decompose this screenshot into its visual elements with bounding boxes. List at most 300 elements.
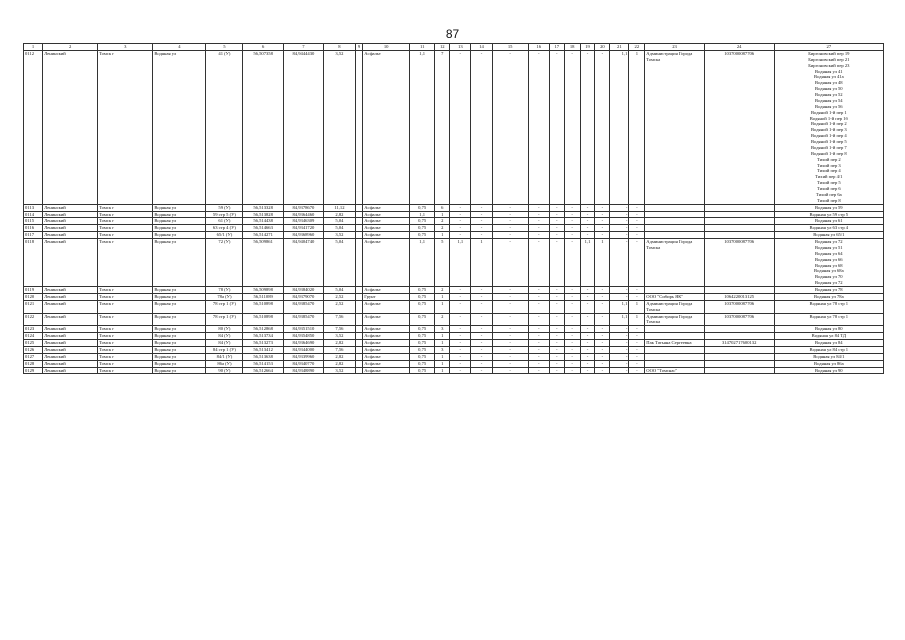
address-item: Водяной 1-й пер 7	[810, 144, 847, 150]
table-row	[24, 340, 884, 347]
table-cell: -	[528, 340, 549, 347]
table-cell	[645, 232, 704, 239]
table-cell: 3,52	[324, 50, 356, 204]
table-cell: -	[492, 225, 528, 232]
table-row	[24, 239, 884, 287]
table-cell	[355, 360, 362, 367]
table-cell: -	[450, 360, 471, 367]
table-cell	[704, 211, 774, 218]
table-cell: 1	[471, 239, 492, 287]
table-cell: -	[564, 204, 580, 211]
table-cell: Томск г	[98, 326, 153, 333]
table-cell	[355, 293, 362, 300]
table-cell: -	[492, 360, 528, 367]
table-cell: Ленинский	[43, 287, 98, 294]
table-cell: -	[492, 300, 528, 313]
table-cell: Водяная ул 63 стр 4	[774, 225, 883, 232]
table-cell: -	[471, 367, 492, 374]
table-cell: -	[580, 287, 595, 294]
table-cell: 84,9378670	[283, 204, 323, 211]
table-cell: -	[580, 211, 595, 218]
table-cell	[704, 367, 774, 374]
table-cell: Ленинский	[43, 225, 98, 232]
address-item: Тихий пер 4/1	[815, 174, 843, 180]
table-cell: -	[528, 239, 549, 287]
table-cell: Асфальт	[363, 300, 410, 313]
table-cell: -	[564, 287, 580, 294]
table-cell: -	[610, 367, 629, 374]
table-cell: 84,9379070	[283, 293, 323, 300]
page-number: 87	[445, 27, 460, 41]
table-cell: 56,509898	[243, 287, 283, 294]
table-cell: -	[471, 326, 492, 333]
address-item: Тихий пер 6	[816, 186, 841, 191]
table-cell: -	[549, 353, 564, 360]
table-cell: -	[595, 50, 610, 204]
table-cell: 7,56	[324, 346, 356, 353]
table-cell: -	[580, 333, 595, 340]
table-cell: 0124	[24, 333, 43, 340]
table-cell	[355, 225, 362, 232]
table-cell: -	[549, 313, 564, 326]
table-cell: Водяная ул	[153, 50, 206, 204]
table-cell: Администрация Города Томска	[645, 50, 704, 204]
table-cell: 56,510898	[243, 300, 283, 313]
table-cell: -	[450, 204, 471, 211]
table-cell: -	[450, 232, 471, 239]
table-cell: Асфальт	[363, 204, 410, 211]
address-item: Тихий пер 3	[816, 162, 841, 168]
table-cell: -	[564, 340, 580, 347]
table-cell	[645, 225, 704, 232]
table-cell: -	[580, 326, 595, 333]
table-cell: -	[450, 313, 471, 326]
table-cell: -	[580, 293, 595, 300]
address-item: Водяной 1-й пер 3	[810, 127, 847, 133]
table-cell	[645, 333, 704, 340]
table-cell: -	[492, 232, 528, 239]
table-cell: Ленинский	[43, 218, 98, 225]
table-cell: -	[528, 353, 549, 360]
table-cell: -	[564, 225, 580, 232]
table-cell: 1,1	[610, 313, 629, 326]
table-cell: -	[595, 287, 610, 294]
table-cell: 2,82	[324, 340, 356, 347]
table-cell	[704, 346, 774, 353]
table-cell: Водяная ул	[153, 300, 206, 313]
table-cell	[645, 204, 704, 211]
table-cell: -	[564, 367, 580, 374]
table-cell: Грунт	[363, 293, 410, 300]
table-cell: 0114	[24, 211, 43, 218]
table-cell: 2	[435, 313, 450, 326]
column-header: 11	[409, 44, 434, 51]
table-cell: 56,513412	[243, 346, 283, 353]
table-cell: Томск г	[98, 204, 153, 211]
table-cell: 5,04	[324, 239, 356, 287]
table-cell: -	[610, 225, 629, 232]
table-cell: -	[528, 218, 549, 225]
table-cell: 59 стр 5 (У)	[206, 211, 243, 218]
table-cell: Томск г	[98, 218, 153, 225]
table-cell: -	[610, 346, 629, 353]
table-cell: -	[528, 313, 549, 326]
table-cell: 84,9385470	[283, 300, 323, 313]
table-cell	[704, 225, 774, 232]
table-cell: Водяная ул	[153, 326, 206, 333]
table-cell: Водяная ул 59	[774, 204, 883, 211]
table-cell: -	[610, 287, 629, 294]
table-cell: 84,9341720	[283, 225, 323, 232]
table-cell: Томск г	[98, 300, 153, 313]
table-cell: -	[549, 287, 564, 294]
table-cell: Водяная ул	[153, 232, 206, 239]
table-cell: 0119	[24, 287, 43, 294]
table-cell: Ленинский	[43, 211, 98, 218]
table-cell: 84,9364460	[283, 211, 323, 218]
table-cell: 78 (У)	[206, 287, 243, 294]
table-cell: 84/1 (У)	[206, 353, 243, 360]
table-cell: Асфальт	[363, 218, 410, 225]
table-cell: 1037000087706	[704, 239, 774, 287]
table-cell: -	[471, 340, 492, 347]
column-header: 16	[528, 44, 549, 51]
table-row	[24, 232, 884, 239]
table-cell: Администрация Города Томска	[645, 239, 704, 287]
table-cell: 0,75	[409, 353, 434, 360]
table-cell	[355, 313, 362, 326]
table-cell: -	[471, 300, 492, 313]
table-cell: -	[492, 287, 528, 294]
table-cell: -	[549, 333, 564, 340]
table-cell: Ленинский	[43, 50, 98, 204]
column-header: 7	[283, 44, 323, 51]
table-cell: -	[564, 313, 580, 326]
table-cell: -	[610, 333, 629, 340]
table-cell: -	[450, 367, 471, 374]
table-cell: -	[595, 225, 610, 232]
table-cell	[704, 360, 774, 367]
table-cell: -	[595, 333, 610, 340]
table-cell: -	[610, 204, 629, 211]
table-cell: 0,75	[409, 293, 434, 300]
table-cell: -	[450, 333, 471, 340]
table-cell: 86а (У)	[206, 360, 243, 367]
table-cell: 72 (У)	[206, 239, 243, 287]
table-cell: 1	[435, 353, 450, 360]
table-cell: 2	[435, 225, 450, 232]
table-cell: 84,9404740	[283, 239, 323, 287]
address-item: Тихий пер 2	[816, 156, 841, 162]
table-cell: -	[549, 239, 564, 287]
table-cell	[355, 50, 362, 204]
table-cell: -	[629, 287, 645, 294]
table-cell: 3	[435, 326, 450, 333]
table-cell: -	[492, 340, 528, 347]
table-cell: -	[450, 340, 471, 347]
table-cell: -	[629, 218, 645, 225]
table-cell: 1037000087706	[704, 313, 774, 326]
table-cell: 1	[595, 239, 610, 287]
table-cell: 3,52	[324, 333, 356, 340]
table-cell: -	[549, 326, 564, 333]
table-cell: 84,9354850	[283, 333, 323, 340]
table-cell: -	[564, 50, 580, 204]
table-cell: -	[610, 353, 629, 360]
table-cell: -	[629, 360, 645, 367]
table-cell: Томск г	[98, 333, 153, 340]
table-cell: 11,12	[324, 204, 356, 211]
table-cell: 1	[435, 211, 450, 218]
table-cell: -	[471, 204, 492, 211]
table-cell: -	[595, 353, 610, 360]
table-cell: -	[492, 204, 528, 211]
table-cell: -	[471, 346, 492, 353]
table-cell: 59 (У)	[206, 204, 243, 211]
table-cell: Асфальт	[363, 367, 410, 374]
column-header: 5	[206, 44, 243, 51]
table-cell: -	[492, 346, 528, 353]
table-cell: 1	[629, 50, 645, 204]
column-header: 9	[355, 44, 362, 51]
table-cell	[355, 353, 362, 360]
table-cell: -	[564, 293, 580, 300]
table-cell: -	[629, 333, 645, 340]
table-cell: -	[549, 225, 564, 232]
table-cell: 2,52	[324, 293, 356, 300]
table-cell: Водяная ул 84	[774, 340, 883, 347]
column-header: 15	[492, 44, 528, 51]
table-cell: 1,1	[610, 300, 629, 313]
table-cell: -	[595, 293, 610, 300]
table-cell: Водяная ул 78	[774, 287, 883, 294]
table-cell: -	[580, 218, 595, 225]
table-cell: Ленинский	[43, 326, 98, 333]
column-header: 17	[549, 44, 564, 51]
table-cell: 63 стр 4 (У)	[206, 225, 243, 232]
table-cell: -	[549, 211, 564, 218]
table-cell: 0,75	[409, 367, 434, 374]
table-row	[24, 50, 884, 204]
table-cell: -	[549, 50, 564, 204]
table-cell: Ленинский	[43, 204, 98, 211]
table-cell: -	[471, 287, 492, 294]
table-cell: -	[580, 360, 595, 367]
table-cell: 0118	[24, 239, 43, 287]
table-cell: -	[629, 353, 645, 360]
table-cell: 0,75	[409, 360, 434, 367]
table-cell: Водяная ул	[153, 313, 206, 326]
table-cell: -	[595, 300, 610, 313]
table-cell	[355, 326, 362, 333]
table-cell: 0,75	[409, 225, 434, 232]
table-cell: Водяная ул	[153, 340, 206, 347]
table-cell: -	[471, 232, 492, 239]
table-cell: Ленинский	[43, 293, 98, 300]
address-item: Водяная ул 68а	[814, 268, 844, 274]
table-cell: -	[549, 218, 564, 225]
table-cell: Водяная ул	[153, 353, 206, 360]
table-cell: Водяная ул	[153, 346, 206, 353]
table-cell: Водяная ул 80	[774, 326, 883, 333]
address-item: Водяная ул 41	[815, 68, 843, 74]
table-cell: 65/1 (У)	[206, 232, 243, 239]
table-row	[24, 360, 884, 367]
table-cell: 56,511089	[243, 293, 283, 300]
table-cell: 56,514438	[243, 218, 283, 225]
table-cell: -	[471, 211, 492, 218]
table-cell: -	[528, 293, 549, 300]
table-cell: 0121	[24, 300, 43, 313]
table-cell: Ленинский	[43, 346, 98, 353]
table-cell: 7,56	[324, 326, 356, 333]
address-item: Водяная ул 66	[815, 256, 843, 262]
table-cell: 0127	[24, 353, 43, 360]
table-cell: Асфальт	[363, 346, 410, 353]
table-cell: Ленинский	[43, 239, 98, 287]
table-row	[24, 211, 884, 218]
address-item: Биргоновский пер 19	[808, 50, 850, 56]
table-cell: 84,9348890	[283, 367, 323, 374]
table-cell: Ленинский	[43, 353, 98, 360]
column-header: 23	[645, 44, 704, 51]
table-cell: -	[564, 239, 580, 287]
table-cell	[645, 360, 704, 367]
table-cell: -	[610, 218, 629, 225]
table-cell: Асфальт	[363, 313, 410, 326]
table-cell: 5,04	[324, 225, 356, 232]
table-cell: Водяная ул 84 стр 1	[774, 346, 883, 353]
table-cell: -	[450, 211, 471, 218]
table-cell: 80 (У)	[206, 326, 243, 333]
table-cell: -	[471, 225, 492, 232]
address-item: Водяная ул 70	[815, 274, 843, 280]
table-cell: 1	[435, 300, 450, 313]
table-cell: Водяная ул	[153, 293, 206, 300]
table-cell	[355, 346, 362, 353]
table-cell: -	[595, 313, 610, 326]
table-body	[24, 50, 884, 374]
table-cell: Ленинский	[43, 367, 98, 374]
table-cell: Водяная ул 78а	[774, 293, 883, 300]
table-cell: Асфальт	[363, 340, 410, 347]
table-cell: 84,9385470	[283, 313, 323, 326]
table-cell: Томск г	[98, 211, 153, 218]
table-cell: -	[564, 218, 580, 225]
table-cell: -	[450, 293, 471, 300]
table-cell: Ленинский	[43, 360, 98, 367]
table-row	[24, 326, 884, 333]
table-cell: Водяная ул 84/1	[774, 353, 883, 360]
table-cell: 0113	[24, 204, 43, 211]
table-cell: Водяная ул 86а	[774, 360, 883, 367]
table-cell	[704, 204, 774, 211]
table-cell: -	[580, 340, 595, 347]
table-row	[24, 333, 884, 340]
table-cell	[645, 353, 704, 360]
table-cell: 0,75	[409, 346, 434, 353]
table-cell: -	[528, 360, 549, 367]
table-cell: Асфальт	[363, 287, 410, 294]
table-cell: 1	[435, 367, 450, 374]
table-cell: Асфальт	[363, 353, 410, 360]
table-cell: 84,9339960	[283, 353, 323, 360]
table-cell: 61 (У)	[206, 218, 243, 225]
column-header: 14	[471, 44, 492, 51]
table-cell: Водяная ул	[153, 239, 206, 287]
table-cell: -	[528, 50, 549, 204]
table-cell	[704, 333, 774, 340]
table-cell: Асфальт	[363, 232, 410, 239]
table-cell: -	[610, 340, 629, 347]
table-cell: 0,75	[409, 340, 434, 347]
table-cell: Водяная ул 61	[774, 218, 883, 225]
table-cell	[355, 333, 362, 340]
table-cell	[645, 211, 704, 218]
table-cell: -	[595, 211, 610, 218]
table-cell: 5,04	[324, 287, 356, 294]
table-cell: Водяная ул 65/1	[774, 232, 883, 239]
table-cell: 84,9344000	[283, 346, 323, 353]
table-cell: Томск г	[98, 293, 153, 300]
column-header: 8	[324, 44, 356, 51]
table-cell: Ленинский	[43, 232, 98, 239]
table-cell: -	[580, 204, 595, 211]
table-cell: Водяная ул	[153, 333, 206, 340]
table-cell: 84,9364690	[283, 340, 323, 347]
table-cell: Водяная ул 78 стр 1	[774, 300, 883, 313]
column-header: 1	[24, 44, 43, 51]
table-cell: -	[492, 239, 528, 287]
table-cell: -	[629, 225, 645, 232]
table-cell: 56,514153	[243, 360, 283, 367]
table-cell	[704, 287, 774, 294]
table-cell: 1037000087706	[704, 50, 774, 204]
table-cell: Водяная ул 78 стр 1	[774, 313, 883, 326]
table-cell: 84 стр 1 (У)	[206, 346, 243, 353]
table-cell: Асфальт	[363, 239, 410, 287]
table-cell: -	[629, 239, 645, 287]
table-cell: -	[595, 346, 610, 353]
table-cell: -	[492, 293, 528, 300]
table-cell: 56,507358	[243, 50, 283, 204]
table-cell: 0,75	[409, 333, 434, 340]
table-cell: 56,514663	[243, 225, 283, 232]
table-cell: -	[528, 232, 549, 239]
table-cell: Администрация Города Томска	[645, 313, 704, 326]
address-list	[774, 239, 883, 287]
table-cell	[704, 326, 774, 333]
table-cell: Томск г	[98, 353, 153, 360]
address-item: Биргоновский пер 23	[808, 62, 850, 68]
column-header: 19	[580, 44, 595, 51]
table-cell: 1	[435, 293, 450, 300]
table-cell: -	[528, 204, 549, 211]
table-cell: -	[471, 313, 492, 326]
table-cell: 6	[435, 204, 450, 211]
table-cell: -	[549, 232, 564, 239]
table-cell	[355, 232, 362, 239]
table-cell: -	[471, 50, 492, 204]
table-cell: 56,514271	[243, 232, 283, 239]
table-cell: -	[564, 232, 580, 239]
table-cell: -	[580, 313, 595, 326]
table-cell: -	[528, 300, 549, 313]
address-list	[774, 50, 883, 204]
table-cell: Томск г	[98, 340, 153, 347]
table-row	[24, 287, 884, 294]
column-header: 12	[435, 44, 450, 51]
